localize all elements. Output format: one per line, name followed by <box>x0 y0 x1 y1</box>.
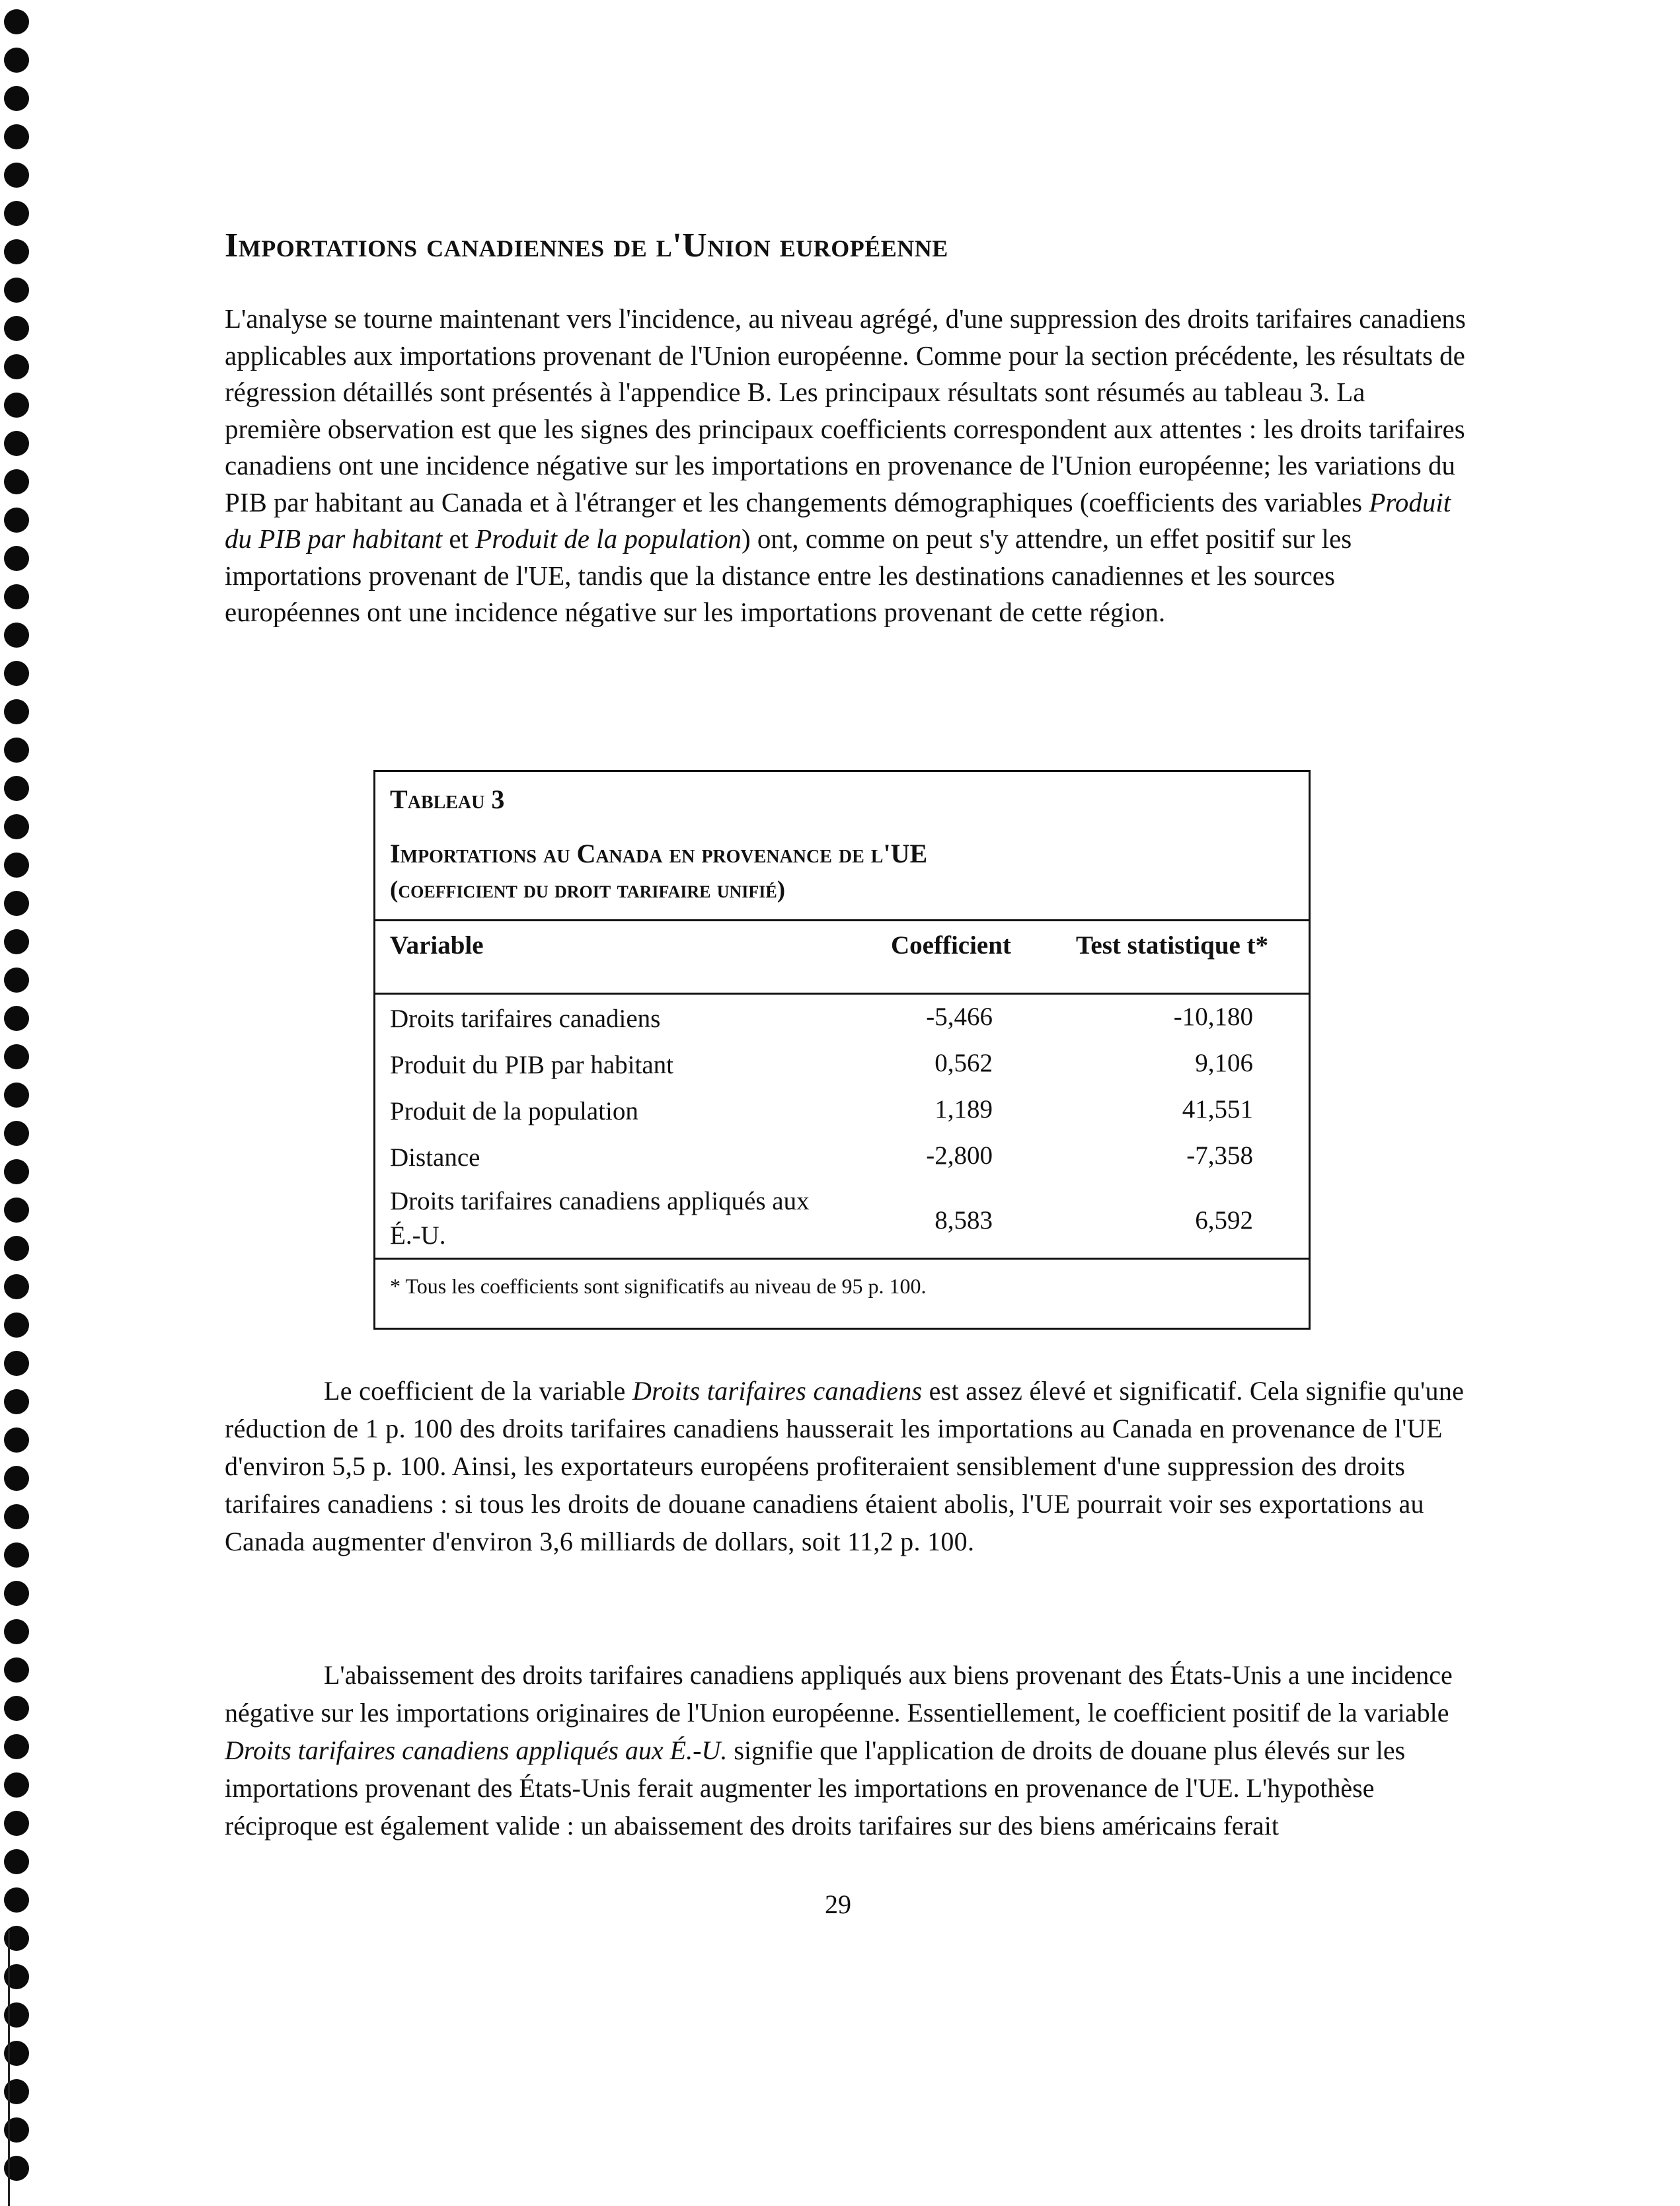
binder-hole <box>4 891 29 916</box>
cell-t-stat: -10,180 <box>1173 1003 1253 1031</box>
table-rule <box>375 1258 1309 1260</box>
binder-hole <box>4 699 29 724</box>
binder-hole <box>4 1312 29 1338</box>
binder-hole <box>4 48 29 73</box>
binder-hole <box>4 584 29 609</box>
binder-hole <box>4 9 29 34</box>
table-rule <box>375 993 1309 995</box>
section-heading: Importations canadiennes de l'Union européenne <box>225 227 948 264</box>
binder-hole <box>4 124 29 149</box>
binder-hole <box>4 661 29 686</box>
cell-coefficient: 8,583 <box>935 1206 993 1235</box>
margin-line <box>8 1930 10 2206</box>
binder-hole <box>4 1159 29 1184</box>
binder-hole <box>4 1083 29 1108</box>
binder-hole <box>4 163 29 188</box>
binder-hole <box>4 508 29 533</box>
cell-variable: Produit du PIB par habitant <box>390 1051 673 1079</box>
table-rule <box>375 919 1309 921</box>
binder-hole <box>4 1351 29 1376</box>
column-header-coefficient: Coefficient <box>891 931 1011 960</box>
cell-coefficient: 1,189 <box>935 1095 993 1123</box>
binder-hole <box>4 469 29 494</box>
binder-hole <box>4 1772 29 1798</box>
binder-hole <box>4 1734 29 1759</box>
binder-hole <box>4 1849 29 1874</box>
cell-variable: Droits tarifaires canadiens <box>390 1005 661 1033</box>
paragraph-us-tariffs: L'abaissement des droits tarifaires canadiens appliqués aux biens provenant des États-Unis a une incidence négative sur les importations originaires de l'Union européenne. Essentiellement, le coefficient positif de la variable Droits tarifaires canadiens appliqués aux É.-U. signifie que l'application de droits de douane plus élevés sur les importations provenant des États-Unis ferait augmenter les importations en provenance de l'UE. L'hypothèse réciproque est également valide : un abaissement des droits tarifaires sur des biens américains ferait <box>225 1660 1453 1841</box>
binder-hole <box>4 738 29 763</box>
binder-hole <box>4 201 29 226</box>
binder-hole <box>4 1619 29 1644</box>
binder-hole <box>4 1811 29 1836</box>
table-footnote: * Tous les coefficients sont significatifs au niveau de 95 p. 100. <box>390 1274 927 1298</box>
paragraph-coefficient: Le coefficient de la variable Droits tarifaires canadiens est assez élevé et significatif. Cela signifie qu'une réduction de 1 p. 100 des droits tarifaires canadiens hausserait les importations au Canada en provenance de l'UE d'environ 5,5 p. 100. Ainsi, les exportateurs européens profiteraient sensiblement d'une suppression des droits tarifaires canadiens : si tous les droits de douane canadiens étaient abolis, l'UE pourrait voir ses exportations au Canada augmenter d'environ 3,6 milliards de dollars, soit 11,2 p. 100. <box>225 1376 1465 1556</box>
binder-hole <box>4 1389 29 1414</box>
binder-hole <box>4 776 29 801</box>
binder-hole <box>4 393 29 418</box>
cell-variable: Distance <box>390 1143 480 1172</box>
cell-t-stat: -7,358 <box>1186 1141 1253 1170</box>
binder-hole <box>4 1121 29 1146</box>
paragraph-intro: L'analyse se tourne maintenant vers l'incidence, au niveau agrégé, d'une suppression des droits tarifaires canadiens applicables aux importations provenant de l'Union européenne. Comme pour la section précédente, les résultats de régression détaillés sont présentés à l'appendice B. Les principaux résultats sont résumés au tableau 3. La première observation est que les signes des principaux coefficients correspondent aux attentes : les droits tarifaires canadiens ont une incidence négative sur les importations en provenance de l'Union européenne; les variations du PIB par habitant au Canada et à l'étranger et les changements démographiques (coefficients des variables Produit du PIB par habitant et Produit de la population) ont, comme on peut s'y attendre, un effet positif sur les importations provenant de l'UE, tandis que la distance entre les destinations canadiennes et les sources européennes ont une incidence négative sur les importations provenant de cette région. <box>225 303 1466 627</box>
binder-hole <box>4 1236 29 1261</box>
binder-hole <box>4 431 29 456</box>
table-number: Tableau 3 <box>390 784 505 814</box>
cell-variable: Produit de la population <box>390 1097 638 1125</box>
binder-holes <box>0 0 40 2206</box>
cell-coefficient: -2,800 <box>926 1141 993 1170</box>
cell-variable: Droits tarifaires canadiens appliqués aux É.-U. <box>390 1187 810 1250</box>
cell-coefficient: 0,562 <box>935 1049 993 1077</box>
cell-coefficient: -5,466 <box>926 1003 993 1031</box>
column-header-variable: Variable <box>390 931 484 960</box>
cell-t-stat: 6,592 <box>1195 1206 1253 1235</box>
binder-hole <box>4 1466 29 1491</box>
table-title: Importations au Canada en provenance de l'UE <box>390 839 928 868</box>
binder-hole <box>4 1696 29 1721</box>
binder-hole <box>4 1657 29 1683</box>
binder-hole <box>4 354 29 379</box>
binder-hole <box>4 1044 29 1069</box>
binder-hole <box>4 1198 29 1223</box>
binder-hole <box>4 1542 29 1568</box>
cell-t-stat: 41,551 <box>1182 1095 1253 1123</box>
binder-hole <box>4 1504 29 1529</box>
binder-hole <box>4 546 29 571</box>
binder-hole <box>4 278 29 303</box>
binder-hole <box>4 1581 29 1606</box>
binder-hole <box>4 814 29 839</box>
binder-hole <box>4 853 29 878</box>
column-header-t-stat: Test statistique t* <box>1076 931 1269 960</box>
binder-hole <box>4 1006 29 1031</box>
binder-hole <box>4 1887 29 1913</box>
binder-hole <box>4 86 29 111</box>
binder-hole <box>4 968 29 993</box>
cell-t-stat: 9,106 <box>1195 1049 1253 1077</box>
binder-hole <box>4 929 29 954</box>
binder-hole <box>4 1274 29 1299</box>
binder-hole <box>4 316 29 341</box>
binder-hole <box>4 623 29 648</box>
binder-hole <box>4 239 29 264</box>
page-number: 29 <box>825 1889 851 1919</box>
table-3 <box>373 770 1311 1330</box>
table-subtitle: (coefficient du droit tarifaire unifié) <box>390 876 786 903</box>
binder-hole <box>4 1427 29 1453</box>
